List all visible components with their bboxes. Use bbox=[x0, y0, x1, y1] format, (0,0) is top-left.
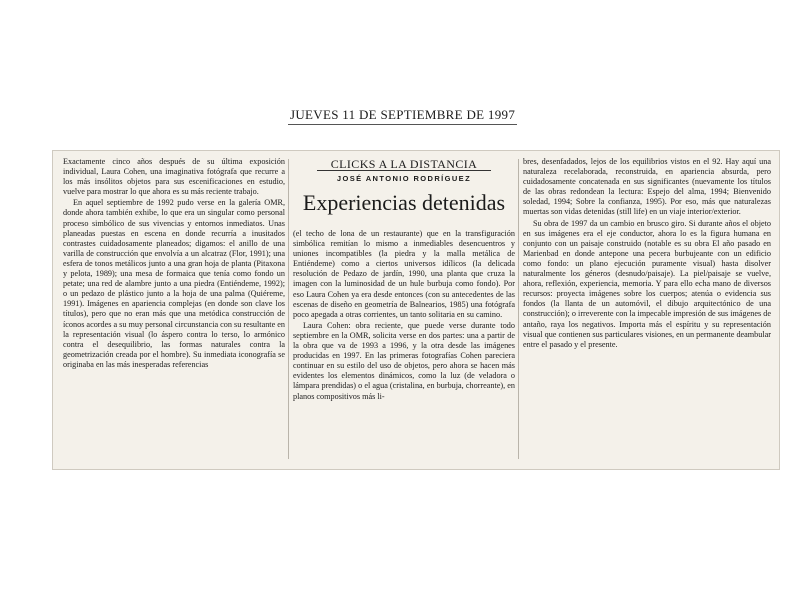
paragraph: bres, desenfadados, lejos de los equilibrios vistos en el 92. Hay aquí una naturaleza recelaborada, reconstruida, en apariencia absurda, pero cuidadosamente concatenada en sus significantes (nuevamente los títulos de las obras redondean la lectura: Espejo del alma, 1994; Bienvenido soledad, 1994; Sobre la confianza, 1995). Por eso, más que naturalezas muertas son vidas detenidas (still life) en un viaje interior/exterior. bbox=[523, 157, 771, 217]
article-column-2 bbox=[293, 157, 515, 457]
newspaper-clipping bbox=[52, 150, 780, 470]
paragraph: (el techo de lona de un restaurante) que en la transfiguración simbólica remitían lo mismo a inmediables desencuentros y uniones incompatibles (la piedra y la malla metálica de Entiéndeme) como a ciertos universos idílicos (la delicada resolución de Pedazo de jardín, 1990, una planta que cruza la imagen con la luminosidad de un hule burbuja como fondo). Por eso Laura Cohen ya era desde entonces (con su antecedentes de las escenas de diseño en geometría de Balnearios, 1985) una fotógrafa poco apegada a otras corrientes, un tanto solitaria en su camino. bbox=[293, 229, 515, 319]
column-divider bbox=[518, 159, 519, 459]
article-column-3 bbox=[523, 157, 771, 457]
paragraph: Su obra de 1997 da un cambio en brusco giro. Si durante años el objeto en sus imágenes era el eje conductor, ahora lo es la figura humana en conjunto con un paisaje construido (notable es su obra El año pasado en Marienbad en donde antepone una pecera burbujeante con un edificio como fondo: un plano ejecución puramente visual) hasta disolver naturalmente los géneros (desnudo/paisaje). La piel/paisaje se vuelve, ahora, reflexión, experiencia, memoria. Y para ello echa mano de diversos recursos: proyecta imágenes sobre los cuerpos; atenúa o evidencia sus fondos (la llanta de un automóvil, el dibujo arquitectónico de una construcción); o irreverente con la impecable impresión de sus imágenes de antaño, raya los negativos. Importa más el espíritu y su representación visual que contienen sus particulares visiones, en un permanente deambular entre el pasado y el presente. bbox=[523, 218, 771, 349]
column-divider bbox=[288, 159, 289, 459]
author-byline: JOSÉ ANTONIO RODRÍGUEZ bbox=[336, 174, 472, 184]
paragraph: En aquel septiembre de 1992 pudo verse en la galería OMR, donde ahora también exhibe, lo que era un singular como personal proceso simbólico de sus vivencias y entornos inmediatos. Unas planeadas puestas en escena en donde recurría a inusitados contrastes cuidadosamente planeados; digamos: el anillo de una varilla de construcción que envolvía a un alcatraz (Flor, 1991); una esfera de tonos metálicos junto a una gran hoja de planta (Pitaxona y pelota, 1989); una mesa de formaica que tenía como fondo un petate; una red de alambre junto a una piedra (Entiéndeme, 1992); o un pedazo de plástico junto a la hoja de una palma (Quiéreme, 1991). Imágenes en apariencia complejas (en donde son clave los títulos), pero que no eran más que una metódica construcción de íconos acordes a su muy personal circunstancia con su resultante en la representación visual (lo áspero contra lo terso, lo armónico contra el desequilibrio, las formas naturales contra la geometrización creada por el hombre). Su inmediata iconografía se originaba en las más inesperadas referencias bbox=[63, 198, 285, 369]
dateline: JUEVES 11 DE SEPTIEMBRE DE 1997 bbox=[288, 107, 517, 125]
paragraph: Laura Cohen: obra reciente, que puede verse durante todo septiembre en la OMR, solicita verse en dos partes: una a partir de la obra que va de 1993 a 1996, y la otra desde las imágenes producidas en 1997. En las primeras fotografías Cohen pareciera continuar en su estilo del uso de objetos, pero ahora se hacen más evidentes los elementos dinámicos, como la luz (de veladora o lámpara prendidas) o el agua (cristalina, en burbuja, chorreante), en planos compositivos más li- bbox=[293, 320, 515, 401]
paragraph: Exactamente cinco años después de su última exposición individual, Laura Cohen, una imaginativa fotógrafa que recurre a los más insólitos objetos para sus escenificaciones en estudio, vuelve para mostrar lo que ahora es su más reciente trabajo. bbox=[63, 157, 285, 197]
article-column-1 bbox=[63, 157, 285, 457]
article-headline: Experiencias detenidas bbox=[302, 190, 506, 216]
section-title: CLICKS A LA DISTANCIA bbox=[317, 159, 491, 171]
